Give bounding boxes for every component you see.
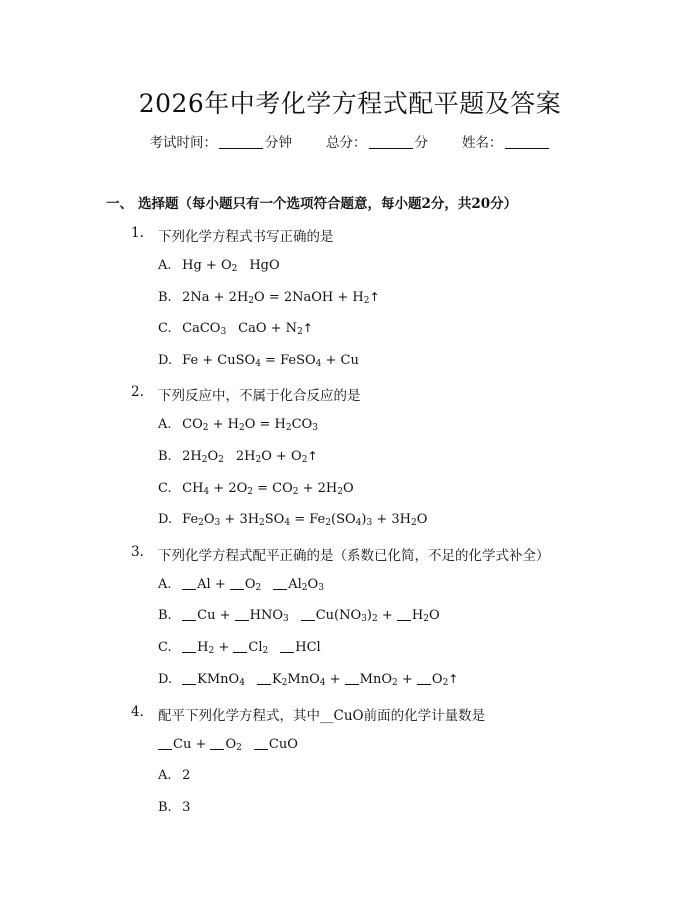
question-text: 下列化学方程式书写正确的是 (158, 229, 334, 245)
option-row: A. $CO_2 + H_2O = H_2CO_3$ (158, 417, 318, 433)
total-score-unit: 分 (414, 135, 428, 151)
option-row: A. $Hg + O_2$ HgO (158, 258, 280, 274)
section-text: 选择题（每小题只有一个选项符合题意，每小题2分，共20分） (138, 196, 518, 212)
option-row: C. $H_2 + Cl_2$ HCl (158, 640, 321, 656)
option-row: B. $2H_2O_2$ $2H_2O$ + $O_2↑$ (158, 449, 318, 465)
student-name-field (462, 131, 551, 151)
question-text: 配平下列化学方程式，其中__CuO前面的化学计量数是 (158, 708, 486, 724)
exam-time-label: 考试时间： (149, 135, 217, 151)
option-row: B. $2Na + 2H_2O$ = 2NaOH + $H_2↑$ (158, 290, 380, 306)
option-label: A. (158, 577, 172, 592)
option-label: D. (158, 512, 173, 527)
option-label: C. (158, 321, 172, 336)
option-label: B. (158, 800, 172, 815)
option-label: B. (158, 608, 172, 623)
option-value: 2 (182, 768, 191, 783)
option-label: D. (158, 353, 173, 368)
question-number: 2. (131, 384, 144, 400)
option-label: A. (158, 768, 172, 783)
option-label: B. (158, 449, 172, 464)
option-row: A. $Al + O_2$ $Al_2O_3$ (158, 577, 324, 593)
option-label: D. (158, 672, 173, 687)
page-title: 2026年中考化学方程式配平题及答案 (138, 89, 562, 118)
option-row: D. $Fe_2O_3 + 3H_2SO_4 = Fe_2(SO_4)_3 + 3H_2O$ (158, 512, 428, 528)
question-number: 1. (131, 225, 144, 241)
option-value: 3 (182, 800, 191, 815)
section-number: 一、 (106, 196, 133, 212)
option-row: C. $CH_4 + 2O_2 = CO_2 + 2H_2O$ (158, 481, 354, 497)
total-score-blank (369, 134, 413, 149)
question-number: 3. (131, 544, 144, 560)
option-row (158, 768, 190, 783)
option-row: D. KMnO$_4$ $K_2MnO_4 + MnO_2$ + $O_2↑$ (158, 672, 459, 688)
student-name-label: 姓名： (462, 135, 503, 151)
question-text: 下列化学方程式配平正确的是（系数已化简，不足的化学式补全） (158, 548, 550, 564)
option-label: B. (158, 290, 172, 305)
option-label: A. (158, 417, 172, 432)
option-row: C. CaCO$_3$ CaO + $N_2↑$ (158, 321, 313, 337)
option-label: C. (158, 481, 172, 496)
option-row: D. Fe + CuSO$_4$ = FeSO$_4$ + Cu (158, 353, 359, 369)
student-name-blank (505, 134, 549, 149)
option-label: A. (158, 258, 172, 273)
total-score-label: 总分： (326, 135, 367, 151)
exam-time-field (150, 131, 293, 151)
option-row: B. $Cu + HNO_3$ $Cu(NO_3)_2 + H_2O$ (158, 608, 440, 624)
total-score-field (326, 131, 428, 151)
equation-line: $Cu + O_2$ CuO (158, 737, 298, 752)
section-heading (106, 192, 517, 212)
option-row (158, 800, 190, 815)
option-label: C. (158, 640, 172, 655)
exam-time-unit: 分钟 (265, 135, 292, 151)
question-text: 下列反应中，不属于化合反应的是 (158, 388, 361, 404)
question-number: 4. (131, 704, 144, 720)
exam-info-row (0, 131, 700, 151)
exam-time-blank (219, 134, 263, 149)
